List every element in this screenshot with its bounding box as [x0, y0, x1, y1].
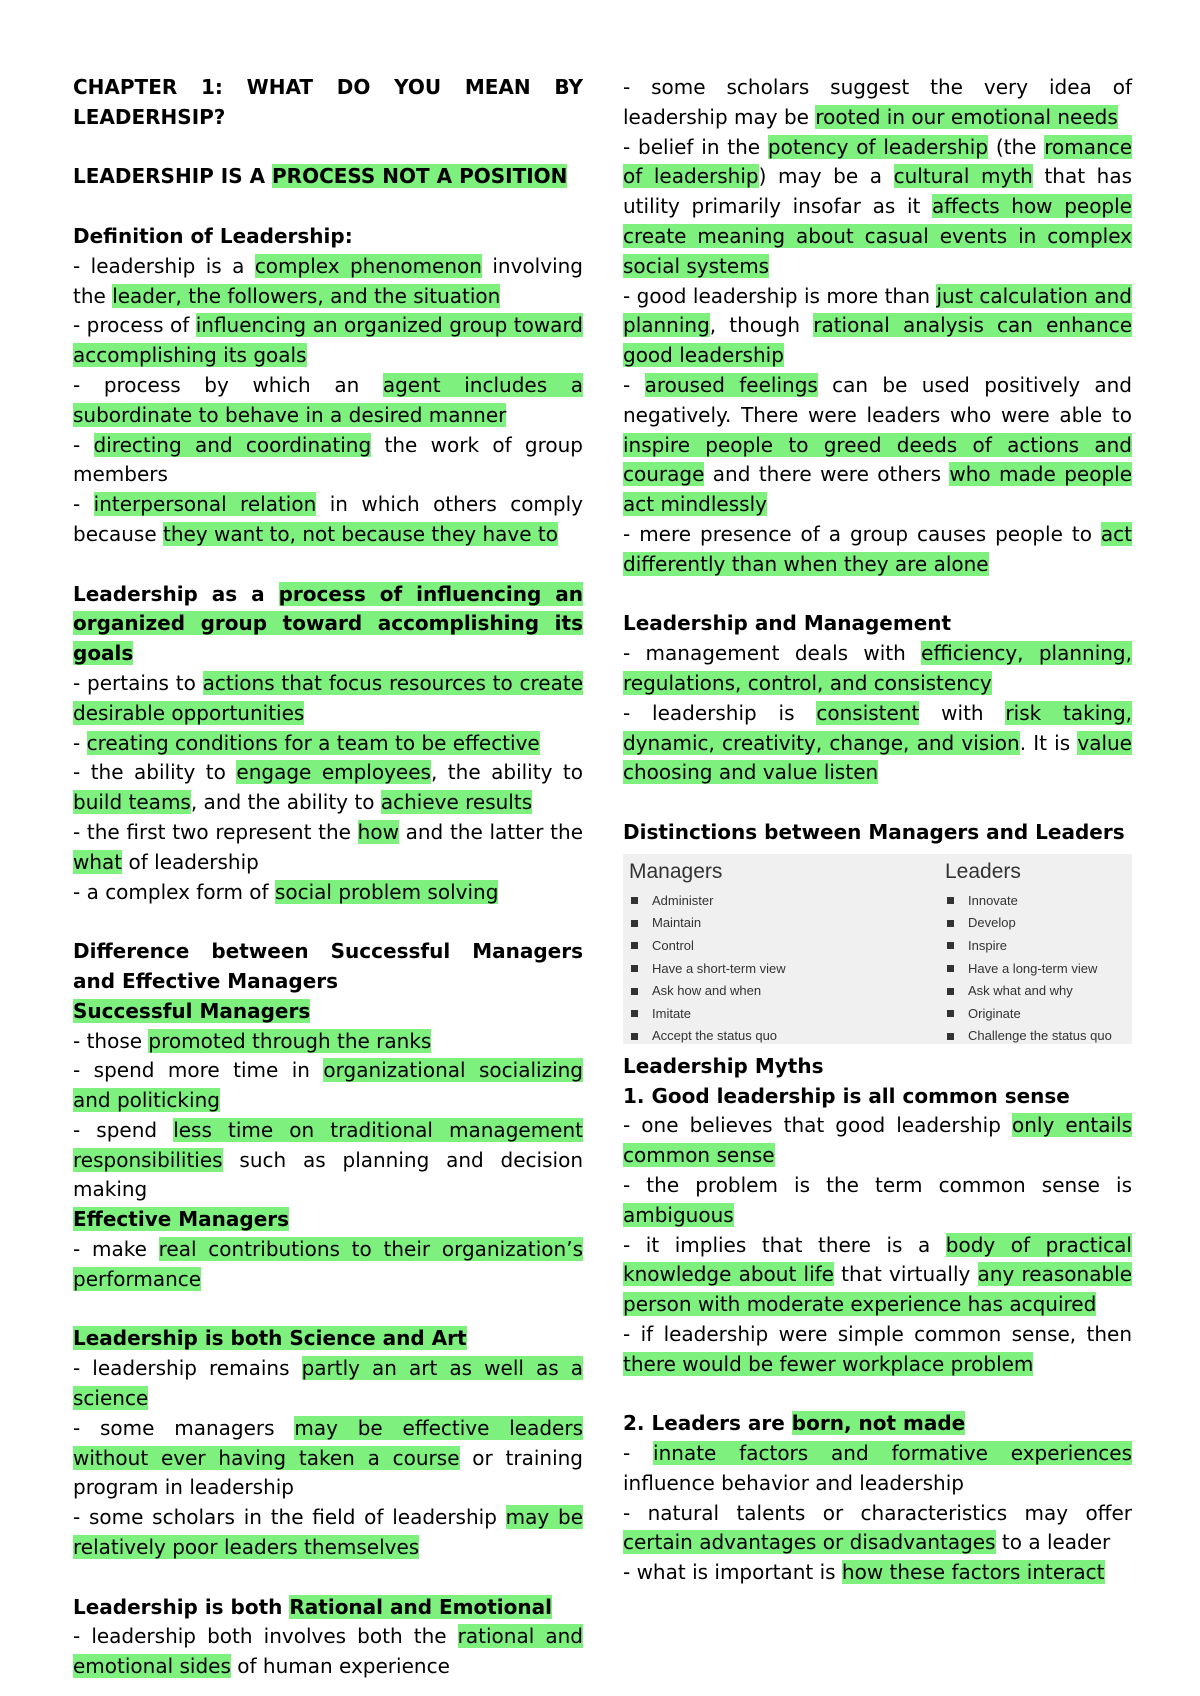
table-item-label: Develop — [968, 915, 1016, 931]
myth-2-title: 2. Leaders are born, not made — [623, 1411, 966, 1436]
managers-table-column — [629, 858, 786, 1044]
square-bullet-icon — [947, 988, 954, 995]
bullet-item — [73, 818, 583, 878]
table-list-item — [945, 890, 1112, 913]
highlighted-text: organizational socializing and politicking — [73, 1058, 583, 1113]
text-run: - those — [73, 1028, 149, 1053]
text-run: , and the ability to — [190, 790, 381, 815]
table-list-item — [945, 958, 1112, 981]
myth-1-title: 1. Good leadership is all common sense — [623, 1083, 1070, 1108]
text-run: - the first two represent the — [73, 819, 358, 844]
highlighted-text: any reasonable person with moderate experience has acquired — [623, 1262, 1133, 1317]
highlighted-text: less time on traditional management responsibilities — [73, 1117, 583, 1172]
process-heading: Leadership as a process of influencing an organized group toward accomplishing its goals — [73, 581, 583, 666]
table-list-item — [629, 912, 786, 935]
square-bullet-icon — [631, 965, 638, 972]
table-item-label: Ask how and when — [652, 983, 762, 999]
text-run: - process by which an — [73, 372, 383, 397]
highlighted-text: promoted through the ranks — [148, 1028, 432, 1053]
rational-emotional-heading: Leadership is both Rational and Emotional — [73, 1594, 552, 1619]
text-run: to a leader — [995, 1530, 1111, 1555]
text-run: - — [73, 730, 87, 755]
bullet-item — [73, 1027, 583, 1057]
text-run: , the ability to — [430, 760, 583, 785]
text-run: , though — [709, 313, 814, 338]
highlighted-text: achieve results — [380, 790, 533, 815]
highlighted-text: affects how people create meaning about casual events in complex social systems — [623, 194, 1132, 278]
highlighted-text: complex phenomenon — [254, 253, 482, 278]
highlighted-text: real contributions to their organization’s performance — [73, 1237, 583, 1291]
highlighted-text: innate factors and formative experiences — [653, 1441, 1132, 1466]
highlighted-text: certain advantages or disadvantages — [623, 1530, 996, 1555]
text-run: - mere presence of a group causes people to — [623, 521, 1101, 546]
bullet-item — [73, 431, 583, 491]
table-item-label: Challenge the status quo — [968, 1028, 1112, 1044]
square-bullet-icon — [631, 942, 638, 949]
table-item-label: Have a long-term view — [968, 960, 1098, 976]
leadership-management-heading: Leadership and Management — [623, 611, 952, 636]
table-item-label: Maintain — [652, 915, 702, 931]
text-run: - if leadership were simple common sense, then — [623, 1321, 1132, 1346]
text-run: with — [919, 700, 1006, 725]
highlighted-text: romance of leadership — [623, 134, 1132, 189]
highlighted-text: risk taking, dynamic, creativity, change, and vision — [623, 700, 1132, 755]
bullet-item — [73, 1503, 583, 1563]
text-run: - the ability to — [73, 760, 237, 785]
highlighted-text: may be effective leaders without ever having taken a course — [73, 1415, 583, 1470]
text-run: and the latter the — [398, 819, 583, 844]
square-bullet-icon — [947, 920, 954, 927]
bullet-item — [73, 311, 583, 371]
square-bullet-icon — [631, 1033, 638, 1040]
managers-table-header: Managers — [629, 859, 723, 883]
table-list-item — [945, 1003, 1112, 1026]
highlighted-text: potency of leadership — [767, 134, 989, 159]
highlighted-text: act differently than when they are alone — [623, 521, 1132, 576]
square-bullet-icon — [631, 1010, 638, 1017]
table-list-item — [945, 1025, 1112, 1043]
text-run: - good leadership is more than — [623, 283, 937, 308]
highlighted-text: how these factors interact — [841, 1560, 1105, 1585]
effective-managers-label: Effective Managers — [73, 1207, 290, 1232]
highlighted-text: actions that focus resources to create desirable opportunities — [73, 670, 583, 725]
bullet-item — [623, 282, 1132, 371]
highlighted-text: rational and emotional sides — [73, 1624, 583, 1679]
text-run: - spend more time in — [73, 1058, 324, 1083]
table-list-item — [945, 980, 1112, 1003]
table-item-label: Imitate — [652, 1005, 692, 1021]
bullet-item — [623, 133, 1132, 282]
highlighted-text: inspire people to greed deeds of actions and courage — [623, 432, 1132, 487]
distinctions-heading: Distinctions between Managers and Leaders — [623, 819, 1125, 844]
bullet-item — [73, 878, 583, 908]
text-run: - a complex form of — [73, 879, 275, 904]
table-list-item — [945, 935, 1112, 958]
bullet-item — [623, 1231, 1132, 1320]
text-run: - some scholars suggest the very idea of leadership may be — [623, 75, 1132, 129]
highlighted-text: rational analysis can enhance good leadership — [623, 313, 1133, 368]
right-column — [623, 73, 1132, 1588]
myths-heading: Leadership Myths — [623, 1053, 824, 1078]
square-bullet-icon — [947, 965, 954, 972]
table-item-label: Innovate — [968, 892, 1018, 908]
text-run: involving the — [73, 253, 583, 308]
text-run: - — [623, 372, 645, 397]
highlighted-text: just calculation and planning — [623, 283, 1132, 338]
highlighted-text: aroused feelings — [644, 372, 818, 397]
highlighted-text: consistent — [816, 700, 920, 725]
table-list-item — [945, 912, 1112, 935]
square-bullet-icon — [631, 988, 638, 995]
managers-leaders-table — [623, 854, 1132, 1044]
text-run: such as planning and decision making — [73, 1147, 583, 1202]
managers-list — [629, 890, 786, 1044]
text-run: that has utility primarily insofar as it — [623, 164, 1132, 219]
highlighted-text: engage employees — [236, 760, 431, 785]
bullet-item — [623, 699, 1132, 788]
highlighted-text: rooted in our emotional needs — [815, 104, 1118, 129]
table-item-label: Originate — [968, 1005, 1021, 1021]
table-list-item — [629, 1003, 786, 1026]
bullet-item — [623, 1558, 1132, 1588]
text-run: - spend — [73, 1117, 174, 1142]
square-bullet-icon — [947, 1033, 954, 1040]
text-run: - some managers — [73, 1415, 295, 1440]
square-bullet-icon — [947, 897, 954, 904]
bullet-item — [623, 1111, 1132, 1171]
highlighted-text: influencing an organized group toward accomplishing its goals — [73, 313, 584, 368]
text-run: - leadership is a — [73, 253, 255, 278]
science-art-heading: Leadership is both Science and Art — [73, 1326, 467, 1351]
highlighted-text: who made people act mindlessly — [623, 462, 1132, 517]
highlighted-text: ambiguous — [623, 1202, 734, 1227]
highlighted-text: may be relatively poor leaders themselves — [73, 1505, 584, 1560]
text-run: - natural talents or characteristics may offer — [623, 1500, 1132, 1525]
highlighted-text: they want to, not because they have to — [163, 521, 558, 546]
bullet-item — [73, 669, 583, 729]
bullet-item — [623, 639, 1132, 699]
highlighted-text: value choosing and value listen — [623, 730, 1132, 785]
chapter-title: CHAPTER 1: WHAT DO YOU MEAN BY LEADERHSIP? — [73, 75, 583, 129]
text-run: - — [623, 1441, 654, 1466]
highlighted-text: build teams — [73, 790, 191, 815]
text-run: and there were others — [704, 462, 950, 487]
table-item-label: Control — [652, 937, 694, 953]
text-run: can be used positively and negatively. There were leaders who were able to — [623, 372, 1132, 427]
table-list-item — [629, 890, 786, 913]
bullet-item — [623, 1171, 1132, 1231]
table-item-label: Accept the status quo — [652, 1028, 778, 1044]
text-run: - belief in the — [623, 134, 768, 159]
bullet-item — [73, 1414, 583, 1503]
text-run: - one believes that good leadership — [623, 1113, 1012, 1138]
text-run: - leadership is — [623, 700, 817, 725]
text-run: - management deals with — [623, 641, 922, 666]
text-run: - — [73, 492, 94, 517]
text-run: in which others comply because — [73, 492, 584, 546]
highlighted-text: body of practical knowledge about life — [623, 1232, 1132, 1287]
text-run: - leadership both involves both the — [73, 1624, 458, 1649]
text-run: that virtually — [833, 1262, 978, 1287]
table-item-label: Ask what and why — [968, 983, 1073, 999]
text-run: - what is important is — [623, 1560, 842, 1585]
highlighted-text: there would be fewer workplace problem — [623, 1351, 1034, 1376]
highlighted-text: social problem solving — [274, 879, 499, 904]
text-run: - the problem is the term common sense is — [623, 1172, 1132, 1197]
table-item-label: Have a short-term view — [652, 960, 786, 976]
square-bullet-icon — [947, 1010, 954, 1017]
highlighted-text: only entails common sense — [623, 1113, 1132, 1168]
bullet-item — [73, 252, 583, 312]
highlighted-text: what — [73, 849, 123, 874]
bullet-item — [623, 73, 1132, 133]
table-item-label: Inspire — [968, 937, 1008, 953]
text-run: of leadership — [122, 849, 259, 874]
bullet-item — [73, 1235, 583, 1295]
successful-managers-label: Successful Managers — [73, 998, 311, 1023]
highlighted-text: directing and coordinating — [93, 432, 372, 457]
text-run: - make — [73, 1237, 159, 1262]
leaders-table-column — [945, 858, 1112, 1044]
bullet-item — [73, 371, 583, 431]
text-run: or training program in leadership — [73, 1445, 583, 1500]
bullet-item — [73, 1116, 583, 1205]
text-run: the work of group members — [73, 432, 584, 487]
bullet-item — [73, 729, 583, 759]
bullet-item — [73, 1622, 583, 1682]
highlighted-text: cultural myth — [893, 164, 1033, 189]
bullet-item — [73, 758, 583, 818]
bullet-item — [623, 520, 1132, 580]
text-run: . It is — [1019, 730, 1078, 755]
highlighted-text: partly an art as well as a science — [73, 1356, 583, 1411]
text-run: - pertains to — [73, 670, 203, 695]
highlighted-text: how — [357, 819, 399, 844]
text-run: (the — [988, 134, 1045, 159]
chapter-subtitle: LEADERSHIP IS A PROCESS NOT A POSITION — [73, 164, 568, 189]
highlighted-text: creating conditions for a team to be effective — [86, 730, 540, 755]
table-list-item — [629, 980, 786, 1003]
bullet-item — [623, 1320, 1132, 1380]
text-run: - — [73, 432, 94, 457]
table-list-item — [629, 958, 786, 981]
text-run: - it implies that there is a — [623, 1232, 946, 1257]
table-item-label: Administer — [652, 892, 714, 908]
table-list-item — [629, 1025, 786, 1043]
bullet-item — [623, 1499, 1132, 1559]
bullet-item — [73, 490, 583, 550]
text-run: - leadership remains — [73, 1356, 302, 1381]
highlighted-text: interpersonal relation — [93, 492, 317, 517]
table-list-item — [629, 935, 786, 958]
text-run: of human experience — [230, 1654, 450, 1679]
bullet-item — [73, 1056, 583, 1116]
definition-heading: Definition of Leadership: — [73, 223, 353, 248]
square-bullet-icon — [631, 897, 638, 904]
square-bullet-icon — [631, 920, 638, 927]
text-run: ) may be a — [758, 164, 894, 189]
left-column — [73, 73, 583, 1682]
bullet-item — [623, 1439, 1132, 1499]
square-bullet-icon — [947, 942, 954, 949]
text-run: influence behavior and leadership — [623, 1470, 964, 1495]
highlighted-text: leader, the followers, and the situation — [112, 283, 501, 308]
bullet-item — [73, 1354, 583, 1414]
highlighted-text: agent includes a subordinate to behave in a desired manner — [73, 372, 583, 427]
bullet-item — [623, 371, 1132, 520]
leaders-table-header: Leaders — [945, 859, 1021, 883]
text-run: - some scholars in the field of leadership — [73, 1505, 506, 1530]
text-run: - process of — [73, 313, 196, 338]
managers-heading: Difference between Successful Managers and Effective Managers — [73, 939, 583, 993]
leaders-list — [945, 890, 1112, 1044]
highlighted-text: efficiency, planning, regulations, control, and consistency — [623, 641, 1132, 695]
